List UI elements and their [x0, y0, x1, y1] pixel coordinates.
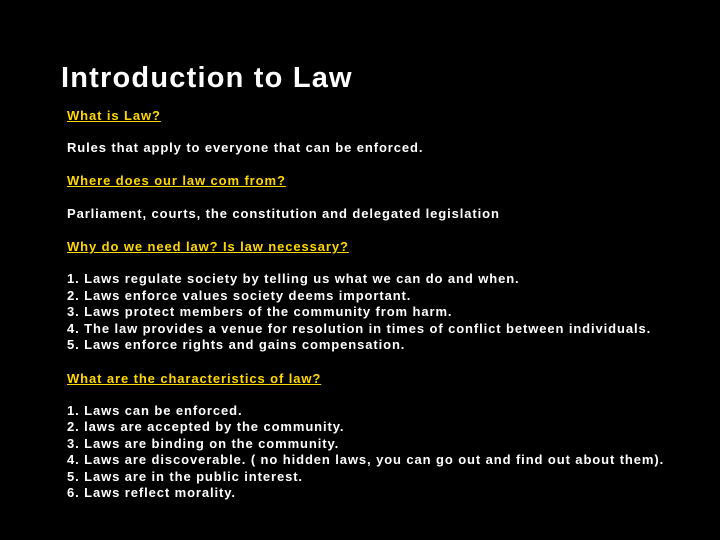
list-characteristics-of-law	[67, 403, 697, 502]
list-item: 2. laws are accepted by the community.	[67, 419, 345, 434]
answer-where-law-comes-from: Parliament, courts, the constitution and delegated legislation	[67, 206, 500, 221]
list-item: 4. Laws are discoverable. ( no hidden laws, you can go out and find out about them).	[67, 452, 665, 467]
list-item: 5. Laws enforce rights and gains compensation.	[67, 337, 406, 352]
question-what-is-law: What is Law?	[67, 108, 161, 123]
question-why-need-law: Why do we need law? Is law necessary?	[67, 239, 349, 254]
list-item: 1. Laws regulate society by telling us what we can do and when.	[67, 271, 520, 286]
list-item: 4. The law provides a venue for resolution in times of conflict between individuals.	[67, 320, 652, 336]
answer-what-is-law: Rules that apply to everyone that can be enforced.	[67, 140, 424, 155]
list-item: 5. Laws are in the public interest.	[67, 468, 303, 484]
question-characteristics-of-law: What are the characteristics of law?	[67, 370, 322, 386]
list-item: 6. Laws reflect morality.	[67, 485, 236, 500]
list-item: 2. Laws enforce values society deems important.	[67, 287, 412, 303]
list-item: 1. Laws can be enforced.	[67, 402, 243, 418]
slide-body	[67, 107, 697, 502]
question-where-law-comes-from: Where does our law com from?	[67, 173, 286, 188]
slide-title: Introduction to Law	[61, 62, 353, 94]
list-why-need-law	[67, 271, 697, 354]
list-item: 3. Laws are binding on the community.	[67, 435, 340, 451]
list-item: 3. Laws protect members of the community from harm.	[67, 304, 453, 319]
